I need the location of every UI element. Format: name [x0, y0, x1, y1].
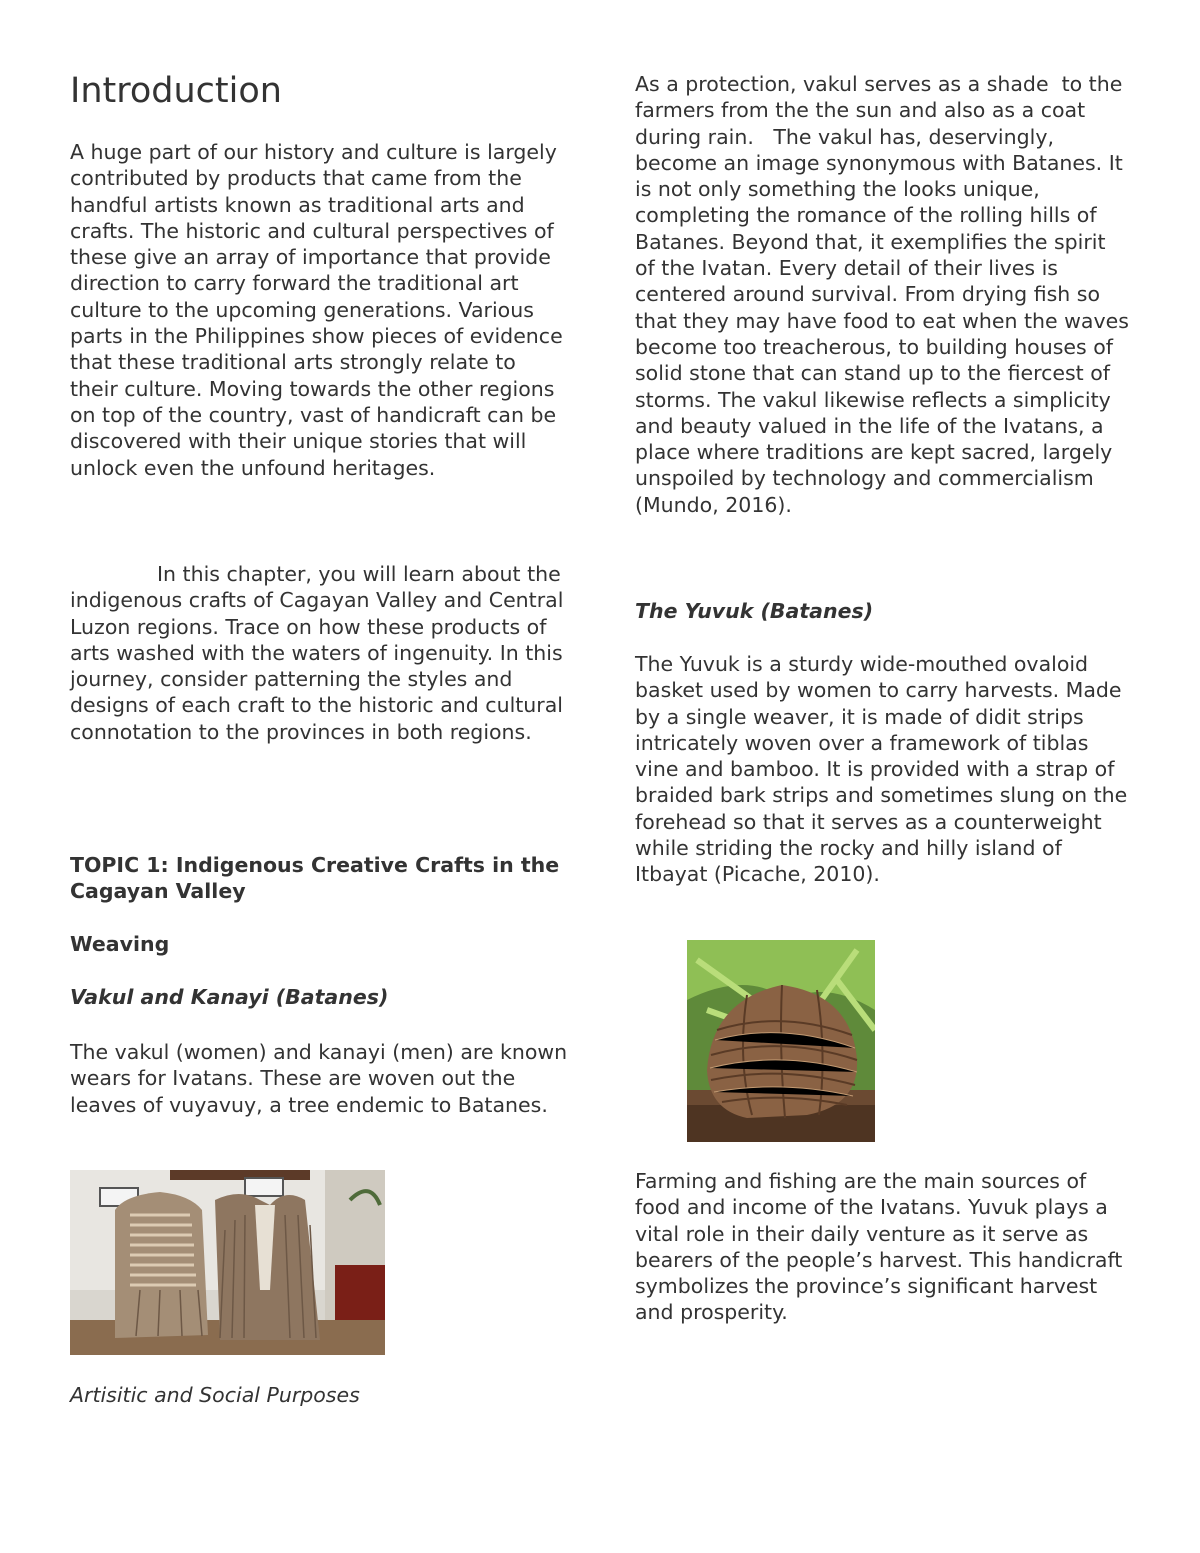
vakul-kanayi-image — [70, 1170, 385, 1355]
yuvuk-image — [687, 940, 875, 1142]
vakul-heading: Vakul and Kanayi (Batanes) — [70, 985, 389, 1009]
vakul-paragraph: The vakul (women) and kanayi (men) are known wears for Ivatans. These are woven out the leaves of vuyavuy, a tree endemic to Batanes. — [70, 1040, 574, 1117]
chapter-paragraph: In this chapter, you will learn about the indigenous crafts of Cagayan Valley and Central Luzon regions. Trace on how these products of arts washed with the waters of ingenuity. In this journey, consider patterning the styles and designs of each craft to the historic and cultural connotation to the provinces in both regions. — [70, 562, 570, 744]
topic-title: TOPIC 1: Indigenous Creative Crafts in the Cagayan Valley — [70, 853, 560, 904]
page-title: Introduction — [70, 71, 282, 111]
intro-paragraph: A huge part of our history and culture is largely contributed by products that came from the handful artists known as traditional arts and crafts. The historic and cultural perspectives of these give an array of importance that provide direction to carry forward the traditional art culture to the upcoming generations. Various parts in the Philippines show pieces of evidence that these traditional arts strongly relate to their culture. Moving towards the other regions on top of the country, vast of handicraft can be discovered with their unique stories that will unlock even the unfound heritages. — [70, 140, 570, 480]
yuvuk-heading: The Yuvuk (Batanes) — [635, 599, 874, 623]
purposes-heading: Artisitic and Social Purposes — [70, 1383, 360, 1407]
protection-paragraph: As a protection, vakul serves as a shade to the farmers from the the sun and also as a coat during rain. The vakul has, deservingly, become an image synonymous with Batanes. It is not only something the looks unique, completing the romance of the rolling hills of Batanes. Beyond that, it exemplifies the spirit of the Ivatan. Every detail of their lives is centered around survival. From drying fish so that they may have food to eat when the waves become too treacherous, to building houses of solid stone that can stand up to the fiercest of storms. The vakul likewise reflects a simplicity and beauty valued in the life of the Ivatans, a place where traditions are kept sacred, largely unspoiled by technology and commercialism (Mundo, 2016). — [635, 72, 1136, 517]
yuvuk-photo — [687, 940, 875, 1142]
farming-paragraph: Farming and fishing are the main sources of food and income of the Ivatans. Yuvuk plays a vital role in their daily venture as it serve as bearers of the people’s harvest. This handicraft symbolizes the province’s significant harvest and prosperity. — [635, 1169, 1129, 1325]
yuvuk-paragraph: The Yuvuk is a sturdy wide-mouthed ovaloid basket used by women to carry harvests. Made by a single weaver, it is made of didit strips intricately woven over a framework of tiblas vine and bamboo. It is provided with a strap of braided bark strips and sometimes slung on the forehead so that it serves as a counterweight while striding the rocky and hilly island of Itbayat (Picache, 2010). — [635, 652, 1134, 887]
vakul-kanayi-photo — [70, 1170, 385, 1355]
weaving-heading: Weaving — [70, 932, 170, 956]
